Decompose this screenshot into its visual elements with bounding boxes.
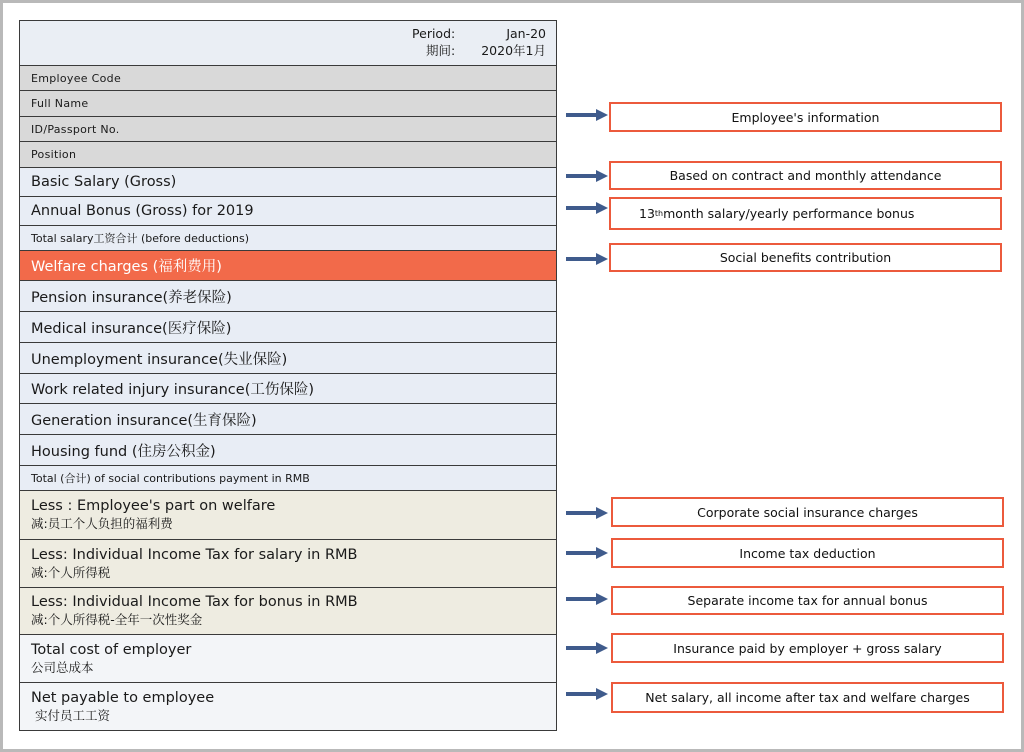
callout-contract-attendance: Based on contract and monthly attendance bbox=[609, 161, 1002, 190]
arrow-right-icon bbox=[566, 507, 608, 519]
less-iit-bonus-label: Less: Individual Income Tax for bonus in RMB bbox=[31, 594, 358, 610]
period-label: Period: bbox=[412, 26, 456, 41]
period-label-cn: 期间: bbox=[426, 43, 456, 58]
row-unemployment-insurance: Unemployment insurance(失业保险) bbox=[20, 342, 556, 373]
net-payable-label: Net payable to employee bbox=[31, 689, 215, 706]
row-total-social: Total (合计) of social contributions payment in RMB bbox=[20, 465, 556, 490]
callout-corporate-insurance: Corporate social insurance charges bbox=[611, 497, 1004, 527]
arrow-right-icon bbox=[566, 593, 608, 605]
row-basic-salary: Basic Salary (Gross) bbox=[20, 167, 556, 196]
period-block bbox=[412, 26, 546, 59]
row-employee-code: Employee Code bbox=[20, 65, 556, 90]
callout-income-tax: Income tax deduction bbox=[611, 538, 1004, 568]
row-work-injury-insurance: Work related injury insurance(工伤保险) bbox=[20, 373, 556, 403]
callout-bonus-number: 13 bbox=[639, 206, 655, 221]
arrow-right-icon bbox=[566, 109, 608, 121]
arrow-right-icon bbox=[566, 202, 608, 214]
arrow-right-icon bbox=[566, 642, 608, 654]
period-value: Jan-20 bbox=[506, 26, 546, 41]
callout-insurance-paid: Insurance paid by employer + gross salary bbox=[611, 633, 1004, 663]
row-medical-insurance: Medical insurance(医疗保险) bbox=[20, 311, 556, 342]
less-welfare-label: Less : Employee's part on welfare bbox=[31, 498, 276, 514]
row-net-payable bbox=[20, 682, 556, 730]
period-value-cn: 2020年1月 bbox=[481, 43, 546, 58]
payslip-table bbox=[19, 20, 557, 731]
row-housing-fund: Housing fund (住房公积金) bbox=[20, 434, 556, 465]
row-position: Position bbox=[20, 141, 556, 167]
callout-net-salary: Net salary, all income after tax and welfare charges bbox=[611, 682, 1004, 713]
callout-employee-info: Employee's information bbox=[609, 102, 1002, 132]
less-iit-salary-label: Less: Individual Income Tax for salary in RMB bbox=[31, 546, 358, 563]
net-payable-label-cn: 实付员工工资 bbox=[35, 707, 111, 723]
callout-separate-tax: Separate income tax for annual bonus bbox=[611, 586, 1004, 615]
row-less-iit-bonus bbox=[20, 587, 556, 634]
row-total-salary: Total salary工资合计 (before deductions) bbox=[20, 225, 556, 250]
less-welfare-label-cn: 减:员工个人负担的福利费 bbox=[31, 516, 173, 531]
row-annual-bonus: Annual Bonus (Gross) for 2019 bbox=[20, 196, 556, 225]
row-less-iit-salary bbox=[20, 539, 556, 587]
row-pension-insurance: Pension insurance(养老保险) bbox=[20, 280, 556, 311]
total-cost-label: Total cost of employer bbox=[31, 641, 192, 658]
less-iit-salary-label-cn: 减:个人所得税 bbox=[31, 564, 111, 580]
arrow-right-icon bbox=[566, 688, 608, 700]
row-id-passport: ID/Passport No. bbox=[20, 116, 556, 141]
period-header bbox=[20, 21, 556, 65]
row-less-welfare bbox=[20, 490, 556, 539]
row-full-name: Full Name bbox=[20, 90, 556, 116]
callout-bonus-text: month salary/yearly performance bonus bbox=[663, 206, 915, 221]
arrow-right-icon bbox=[566, 170, 608, 182]
row-total-cost bbox=[20, 634, 556, 682]
less-iit-bonus-label-cn: 减:个人所得税-全年一次性奖金 bbox=[31, 612, 203, 627]
arrow-right-icon bbox=[566, 547, 608, 559]
callout-bonus bbox=[609, 197, 1002, 230]
row-generation-insurance: Generation insurance(生育保险) bbox=[20, 403, 556, 434]
callout-bonus-suffix: th bbox=[654, 209, 664, 218]
arrow-right-icon bbox=[566, 253, 608, 265]
callout-social-benefits: Social benefits contribution bbox=[609, 243, 1002, 272]
total-cost-label-cn: 公司总成本 bbox=[31, 659, 94, 675]
row-welfare-charges: Welfare charges (福利费用) bbox=[20, 250, 556, 280]
